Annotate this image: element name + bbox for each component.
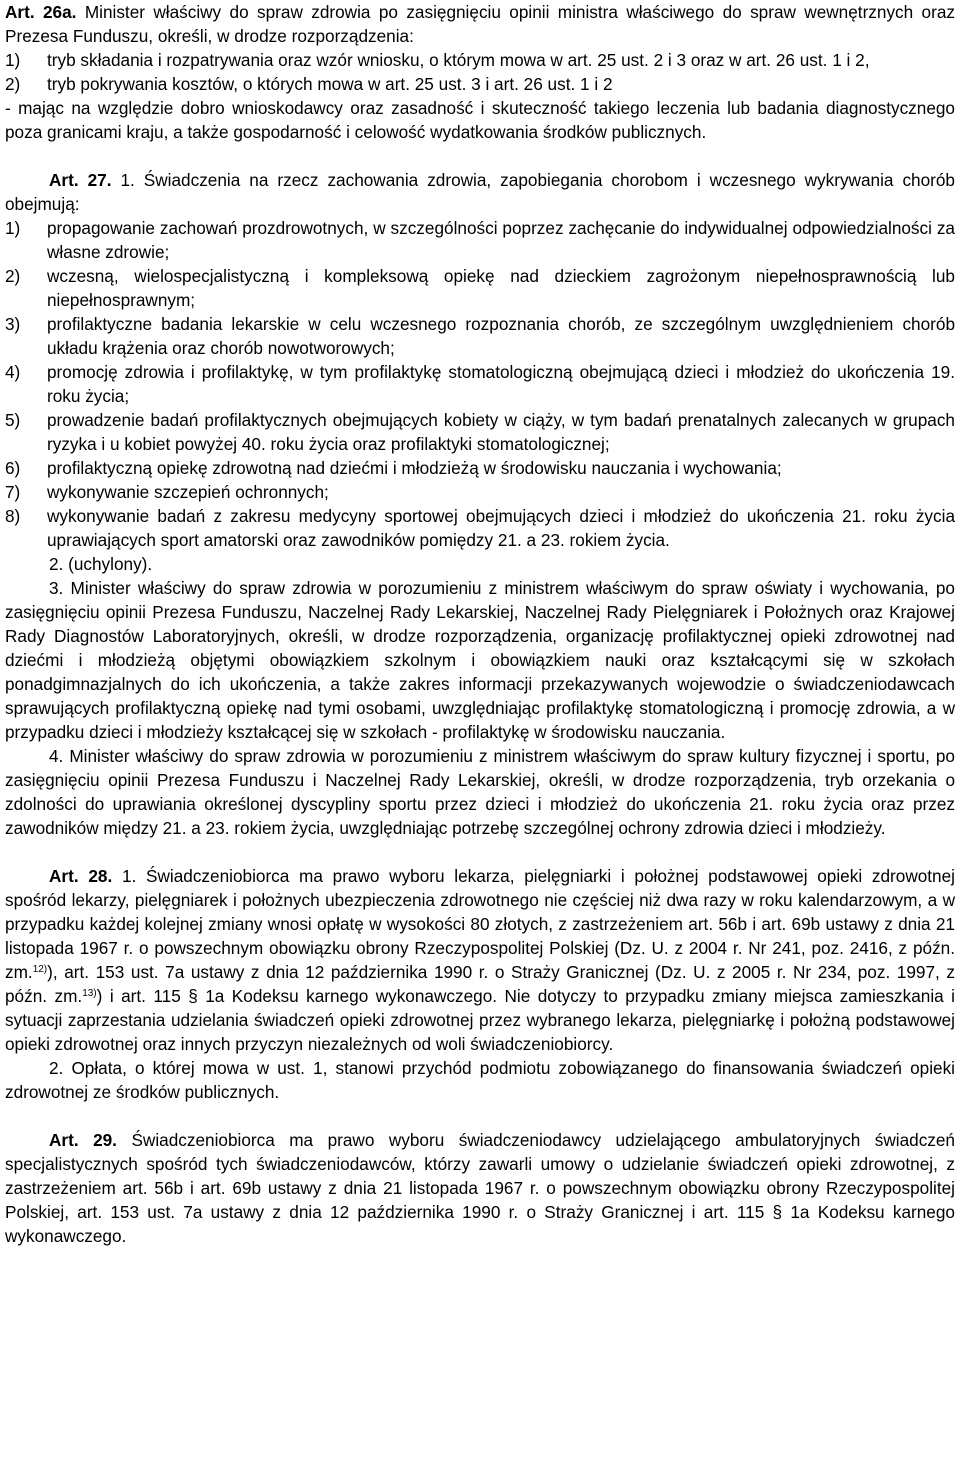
article-26a-intro bbox=[5, 0, 955, 48]
article-heading: Art. 28. bbox=[49, 866, 113, 886]
list-text: wczesną, wielospecjalistyczną i kompleksową opiekę nad dzieckiem zagrożonym niepełnosprawnością lub niepełnosprawnym; bbox=[47, 266, 955, 310]
list-item bbox=[5, 312, 955, 360]
list-text: promocję zdrowia i profilaktykę, w tym profilaktykę stomatologiczną obejmującą dzieci i młodzież do ukończenia 19. roku życia; bbox=[47, 362, 955, 406]
list-number: 2) bbox=[5, 74, 21, 94]
list-text: tryb pokrywania kosztów, o których mowa w art. 25 ust. 3 i art. 26 ust. 1 i 2 bbox=[47, 74, 613, 94]
list-item bbox=[5, 264, 955, 312]
article-27-par2: 2. (uchylony). bbox=[49, 554, 153, 574]
list-text: profilaktyczną opiekę zdrowotną nad dziećmi i młodzieżą w środowisku nauczania i wychowania; bbox=[47, 458, 782, 478]
article-29-text bbox=[5, 1128, 955, 1248]
list-item bbox=[5, 216, 955, 264]
list-number: 2) bbox=[5, 266, 21, 286]
list-item bbox=[5, 456, 955, 480]
list-item bbox=[5, 504, 955, 552]
list-item bbox=[5, 480, 955, 504]
footnote-ref: 13) bbox=[82, 988, 97, 999]
article-26a bbox=[5, 0, 955, 144]
list-text: propagowanie zachowań prozdrowotnych, w szczególności poprzez zachęcanie do indywidualnej odpowiedzialności za własne zdrowie; bbox=[47, 218, 955, 262]
article-text: ), art. 153 ust. 7a ustawy z dnia 12 października 1990 r. o Straży Granicznej (Dz. U. z 2005 r. Nr 234, poz. 1997, z późn. zm. bbox=[5, 962, 955, 1006]
list-number: 5) bbox=[5, 410, 21, 430]
list-item bbox=[5, 408, 955, 456]
list-text: wykonywanie szczepień ochronnych; bbox=[47, 482, 329, 502]
list-text: tryb składania i rozpatrywania oraz wzór wniosku, o którym mowa w art. 25 ust. 2 i 3 oraz w art. 26 ust. 1 i 2, bbox=[47, 50, 870, 70]
list-item bbox=[5, 360, 955, 408]
article-text: Świadczeniobiorca ma prawo wyboru świadczeniodawcy udzielającego ambulatoryjnych świadczeń specjalistycznych spośród tych świadczeniodawców, którzy zawarli umowy o udzielanie świadczeń opieki zdrowotnej, z zastrzeżeniem art. 56b i art. 69b ustawy z dnia 21 listopada 1967 r. o powszechnym obowiązku obrony Rzeczypospolitej Polskiej, art. 153 ust. 7a ustawy z dnia 12 października 1990 r. o Straży Granicznej i art. 115 § 1a Kodeksu karnego wykonawczego. bbox=[5, 1130, 955, 1246]
list-number: 1) bbox=[5, 50, 21, 70]
article-27 bbox=[5, 168, 955, 840]
article-28-par2: 2. Opłata, o której mowa w ust. 1, stanowi przychód podmiotu zobowiązanego do finansowania świadczeń opieki zdrowotnej ze środków publicznych. bbox=[5, 1058, 955, 1102]
list-number: 1) bbox=[5, 218, 21, 238]
article-27-par3: 3. Minister właściwy do spraw zdrowia w porozumieniu z ministrem właściwym do spraw oświaty i wychowania, po zasięgnięciu opinii Prezesa Funduszu, Naczelnej Rady Lekarskiej, Naczelnej Rady Pielęgniarek i Położnych oraz Krajowej Rady Diagnostów Laboratoryjnych, określi, w drodze rozporządzenia, organizację profilaktycznej opieki zdrowotnej nad dziećmi i młodzieżą objętymi obowiązkiem szkolnym i obowiązkiem nauki oraz kształcącymi się w szkołach ponadgimnazjalnych do ich ukończenia, a także zakres informacji przekazywanych wojewodzie o świadczeniodawcach sprawujących profilaktyczną opiekę nad tymi osobami, uwzględniając profilaktykę stomatologiczną i promocję zdrowia, a w przypadku dzieci i młodzieży kształcącej się w szkołach - profilaktykę w środowisku nauczania. bbox=[5, 578, 955, 742]
list-number: 7) bbox=[5, 482, 21, 502]
article-27-intro bbox=[5, 168, 955, 216]
list-number: 3) bbox=[5, 314, 21, 334]
list-number: 6) bbox=[5, 458, 21, 478]
list-item bbox=[5, 72, 955, 96]
article-text: Minister właściwy do spraw zdrowia po zasięgnięciu opinii ministra właściwego do spraw wewnętrznych oraz Prezesa Funduszu, określi, w drodze rozporządzenia: bbox=[5, 2, 955, 46]
list-number: 4) bbox=[5, 362, 21, 382]
list-text: prowadzenie badań profilaktycznych obejmujących kobiety w ciąży, w tym badań prenatalnych zalecanych w grupach ryzyka i u kobiet powyżej 40. roku życia oraz profilaktyki stomatologicznej; bbox=[47, 410, 955, 454]
article-text: 1. Świadczeniobiorca ma prawo wyboru lekarza, pielęgniarki i położnej podstawowej opieki zdrowotnej spośród lekarzy, pielęgniarek i położnych ubezpieczenia zdrowotnego nie częściej niż dwa razy w roku kalendarzowym, a w przypadku każdej kolejnej zmiany wnosi opłatę w wysokości 80 złotych, z zastrzeżeniem art. 56b i art. 69b ustawy z dnia 21 listopada 1967 r. o powszechnym obowiązku obrony Rzeczypospolitej Polskiej (Dz. U. z 2004 r. Nr 241, poz. 2416, z późn. zm. bbox=[5, 866, 955, 982]
article-26a-closing: - mając na względzie dobro wnioskodawcy oraz zasadność i skuteczność takiego leczenia lub badania diagnostycznego poza granicami kraju, a także gospodarność i celowość wydatkowania środków publicznych. bbox=[5, 98, 955, 142]
article-text: ) i art. 115 § 1a Kodeksu karnego wykonawczego. Nie dotyczy to przypadku zmiany miejsca zamieszkania i sytuacji zaprzestania udzielania świadczeń opieki zdrowotnej przez wybranego lekarza, pielęgniarkę i położną podstawowej opieki zdrowotnej oraz innych przyczyn niezależnych od woli świadczeniobiorcy. bbox=[5, 986, 955, 1054]
article-28 bbox=[5, 864, 955, 1104]
article-heading: Art. 29. bbox=[49, 1130, 117, 1150]
article-29 bbox=[5, 1128, 955, 1248]
article-heading: Art. 26a. bbox=[5, 2, 77, 22]
footnote-ref: 12) bbox=[32, 964, 48, 975]
list-item bbox=[5, 48, 955, 72]
article-27-par4: 4. Minister właściwy do spraw zdrowia w porozumieniu z ministrem właściwym do spraw kultury fizycznej i sportu, po zasięgnięciu opinii Prezesa Funduszu i Naczelnej Rady Lekarskiej, określi, w drodze rozporządzenia, tryb orzekania o zdolności do uprawiania określonej dyscypliny sportu przez dzieci i młodzież do ukończenia 21. roku życia oraz przez zawodników między 21. a 23. rokiem życia, uwzględniając potrzebę szczególnej ochrony zdrowia dzieci i młodzieży. bbox=[5, 746, 955, 838]
article-heading: Art. 27. bbox=[49, 170, 112, 190]
article-text: 1. Świadczenia na rzecz zachowania zdrowia, zapobiegania chorobom i wczesnego wykrywania chorób obejmują: bbox=[5, 170, 955, 214]
list-text: profilaktyczne badania lekarskie w celu wczesnego rozpoznania chorób, ze szczególnym uwzględnieniem chorób układu krążenia oraz chorób nowotworowych; bbox=[47, 314, 955, 358]
article-28-par1 bbox=[5, 864, 955, 1056]
list-text: wykonywanie badań z zakresu medycyny sportowej obejmujących dzieci i młodzież do ukończenia 21. roku życia uprawiających sport amatorski oraz zawodników pomiędzy 21. a 23. rokiem życia. bbox=[47, 506, 955, 550]
list-number: 8) bbox=[5, 506, 21, 526]
